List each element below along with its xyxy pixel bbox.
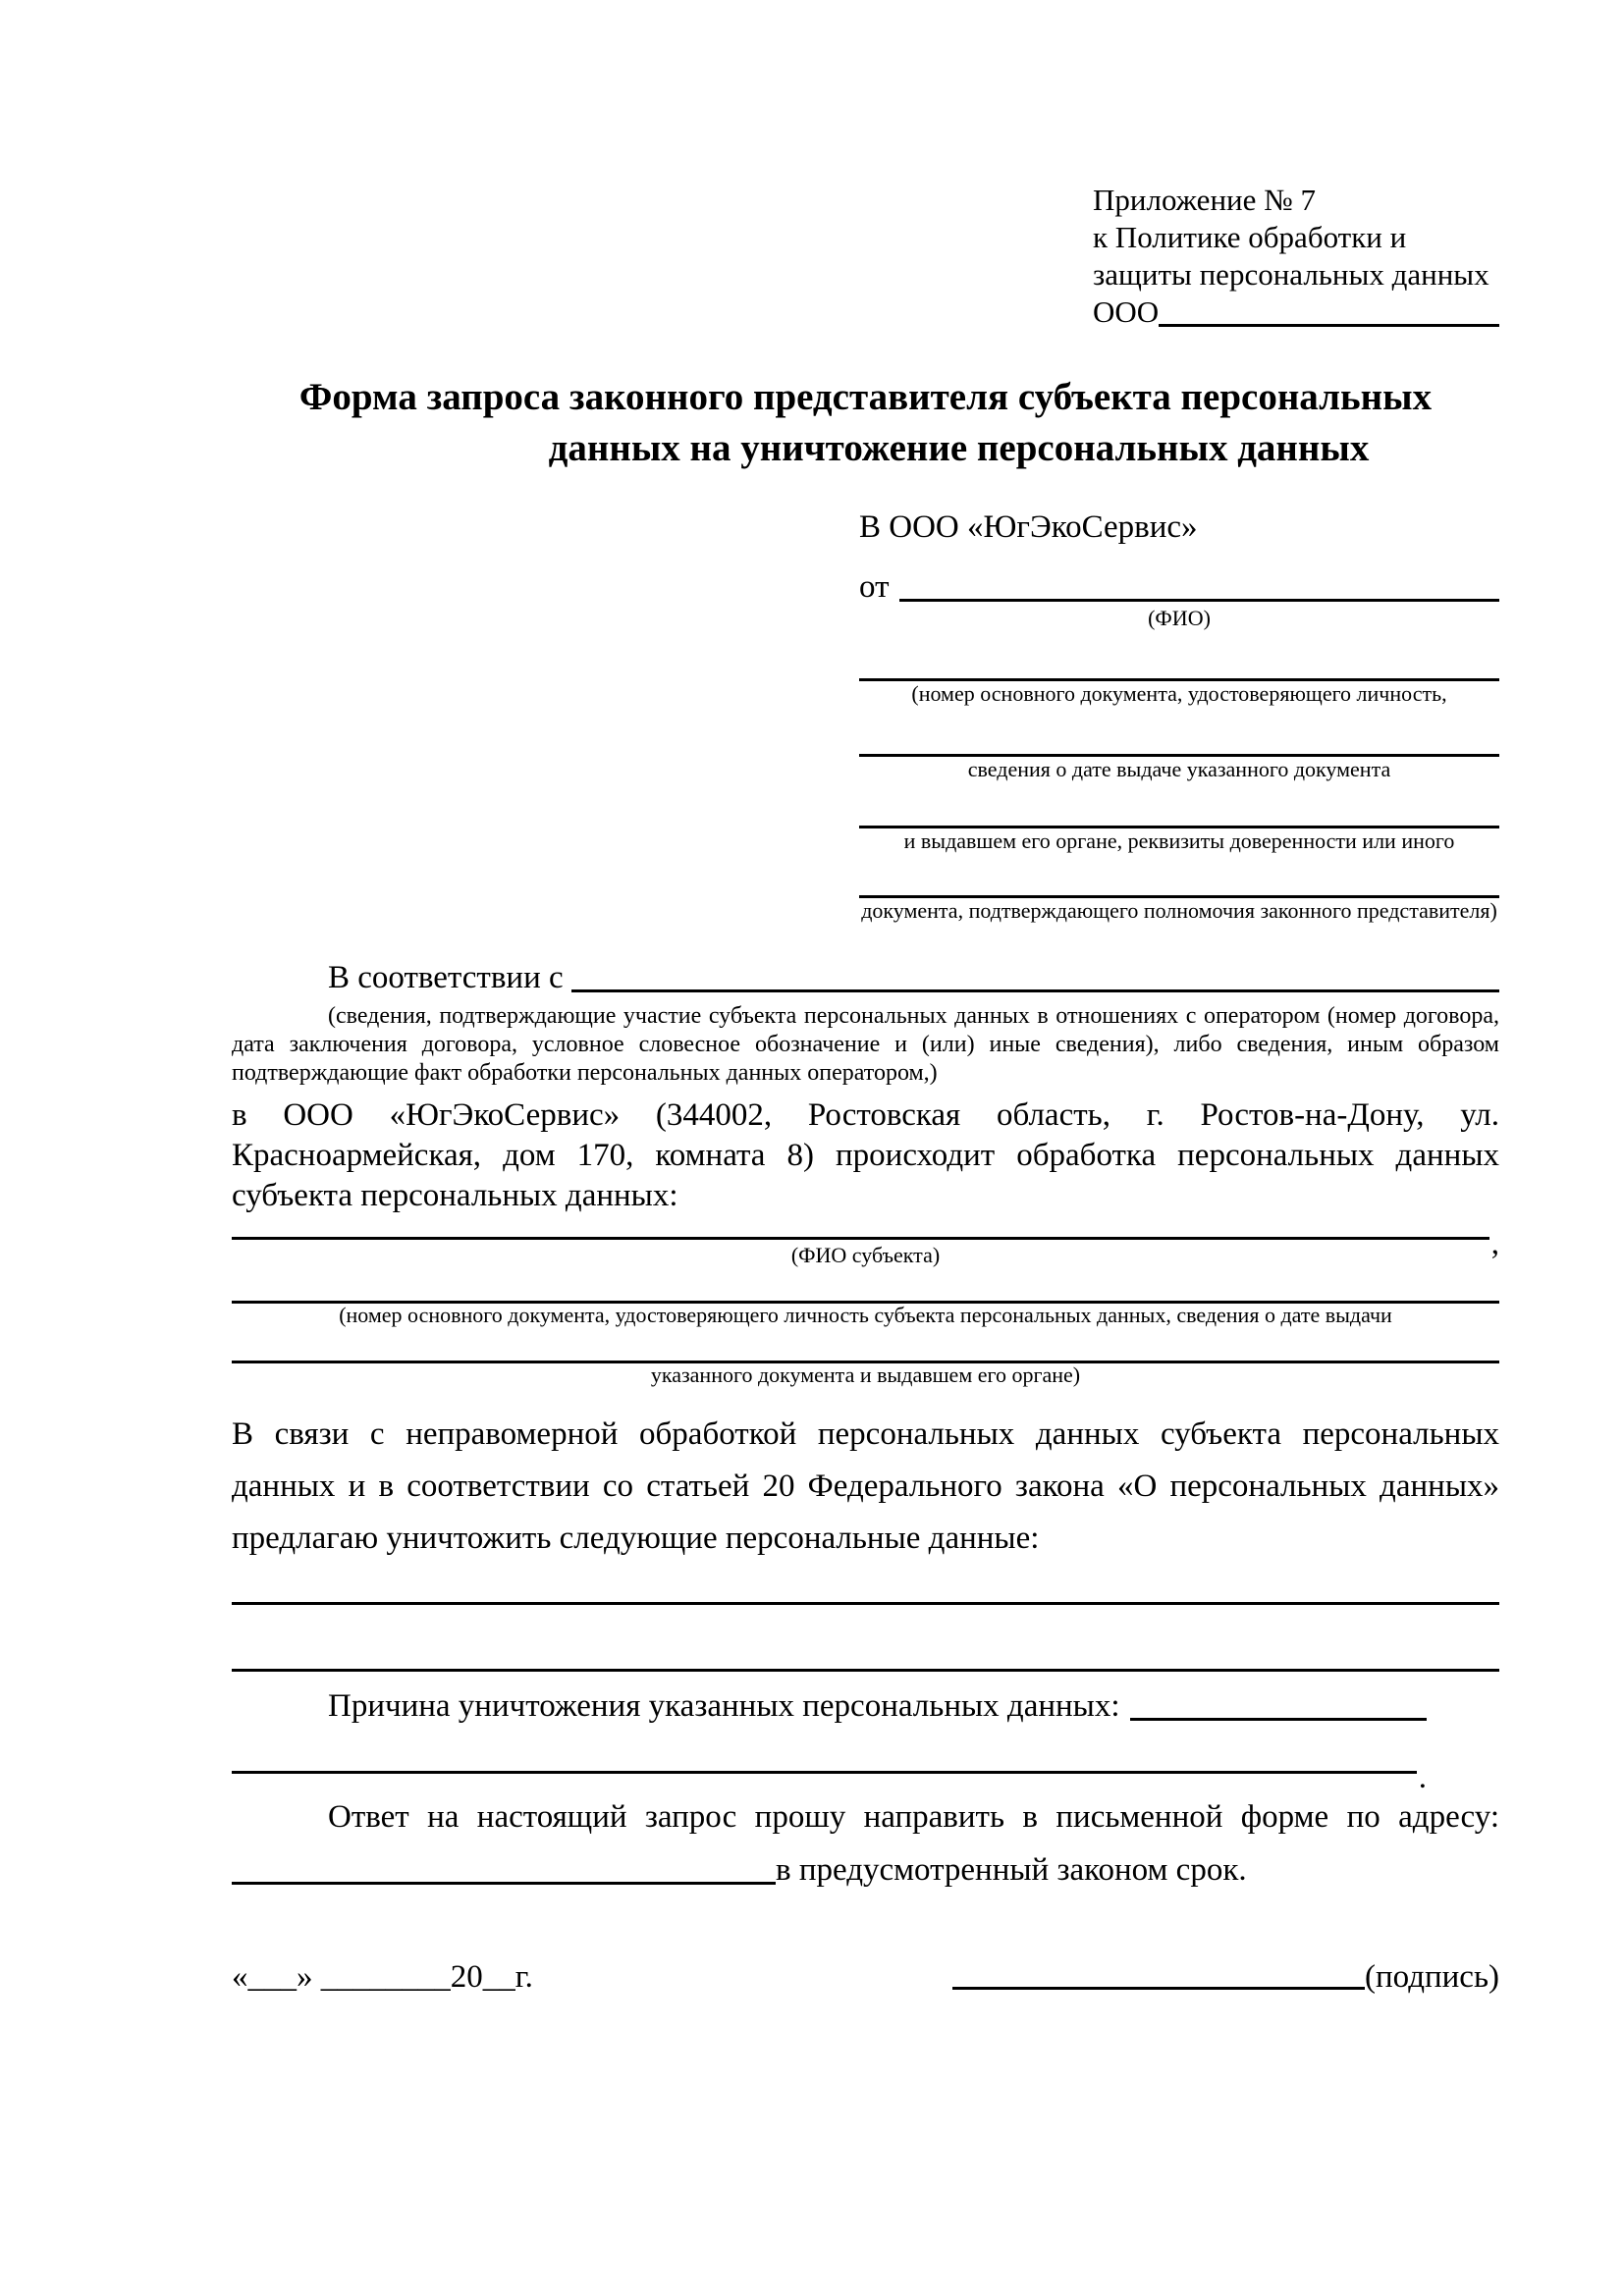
answer-address-blank-line [232,1882,776,1885]
answer-suffix: в предусмотренный законом срок. [776,1852,1247,1888]
request-paragraph: В связи с неправомерной обработкой персональных данных субъекта персональных данных и в соответствии со статьей 20 Федерального закона «О персональных данных» предлагаю уничтожить следующие персональные данные: [232,1416,1499,1556]
ooo-label: ООО [1093,294,1160,329]
appendix-ooo-row [1093,294,1499,331]
answer-paragraph: Ответ на настоящий запрос прошу направить в письменной форме по адресу: [328,1799,1499,1835]
appendix-line-2: к Политике обработки и [1093,220,1407,254]
signature-blank-line [952,1987,1365,1990]
subject-fio-row: , [232,1228,1499,1244]
doc-caption-3: и выдавшем его органе, реквизиты доверенности или иного [903,828,1455,853]
reason-label: Причина уничтожения указанных персональных данных: [328,1688,1120,1724]
doc-caption-2: сведения о дате выдаче указанного документа [967,757,1391,781]
reason-blank-line-1 [1130,1718,1427,1721]
doc-date-blank-line [859,728,1499,757]
doc-issuer-blank-line [859,800,1499,828]
title-line-2: данных на уничтожение персональных данных [548,427,1370,469]
reason-row-2: . [232,1748,1499,1778]
doc-caption-4: документа, подтверждающего полномочия законного представителя) [861,898,1497,923]
appendix-block [1093,182,1499,331]
appendix-line-3: защиты персональных данных [1093,257,1489,292]
subject-fio-blank-line [232,1237,1489,1240]
subject-doc-caption-1: (номер основного документа, удостоверяющего личность субъекта персональных данных, сведения о дате выдачи [339,1303,1392,1327]
signature-group [952,1959,1499,1996]
accordance-blank-line [571,989,1499,992]
accordance-row [232,957,1499,996]
from-row [859,569,1499,606]
document-title [232,372,1499,474]
doc-number-blank-line [859,653,1499,681]
operator-paragraph: в ООО «ЮгЭкоСервис» (344002, Ростовская область, г. Ростов-на-Дону, ул. Красноармейская, дом 170, комната 8) происходит обработка персональных данных субъекта персональных данных: [232,1097,1499,1213]
appendix-line-1: Приложение № 7 [1093,183,1316,217]
subject-doc-blank-line-2 [232,1335,1499,1363]
addressee-block [859,507,1499,924]
accordance-label: В соответствии с [328,960,564,995]
footer-row [232,1959,1499,1996]
addressee-to: В ООО «ЮгЭкоСервис» [859,509,1198,545]
from-label: от [859,569,890,605]
data-blank-line-1 [232,1602,1499,1605]
reason-row [232,1685,1499,1725]
ooo-blank-line [1159,324,1499,327]
accordance-note: (сведения, подтверждающие участие субъекта персональных данных в отношениях с оператором (номер договора, дата заключения договора, условное словесное обозначение и (или) иные сведения), либо сведения, иным образом подтверждающие факт обработки персональных данных оператором,) [232,1003,1499,1086]
data-blank-line-2 [232,1669,1499,1672]
title-line-1: Форма запроса законного представителя субъекта персональных [298,376,1433,418]
fio-caption: (ФИО) [1148,606,1211,630]
subject-doc-caption-2: указанного документа и выдавшем его органе) [650,1362,1081,1387]
reason-blank-line-2 [232,1771,1417,1774]
subject-fio-caption: (ФИО субъекта) [790,1243,941,1267]
answer-address-row [232,1849,1499,1889]
from-blank-line [899,599,1500,602]
signature-caption: (подпись) [1365,1959,1499,1995]
doc-authority-blank-line [859,870,1499,898]
date-line: «___» ________20__г. [232,1959,533,1995]
doc-caption-1: (номер основного документа, удостоверяющего личность, [911,681,1447,706]
subject-doc-blank-line-1 [232,1275,1499,1304]
